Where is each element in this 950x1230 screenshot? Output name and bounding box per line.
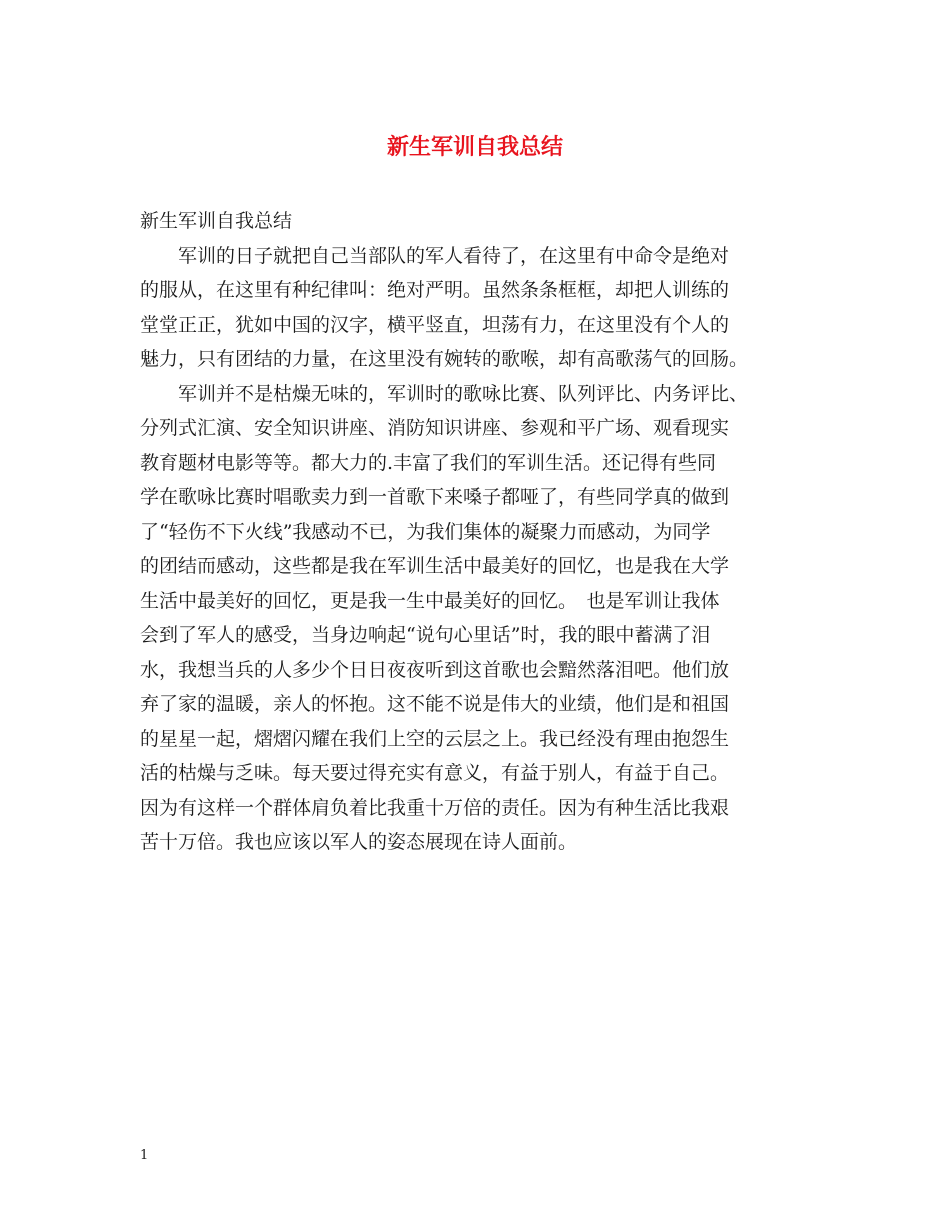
body-line: 会到了军人的感受，当身边响起“说句心里话”时，我的眼中蓄满了泪	[140, 624, 711, 646]
body-line: 的服从，在这里有种纪律叫：绝对严明。虽然条条框框，却把人训练的	[140, 279, 730, 301]
body-line: 生活中最美好的回忆，更是我一生中最美好的回忆。 也是军训让我体	[140, 589, 720, 612]
page-number: 1	[140, 1148, 149, 1163]
body-line: 了“轻伤不下火线”我感动不已，为我们集体的凝聚力而感动，为同学	[140, 520, 711, 543]
body-line: 教育题材电影等等。都大力的.丰富了我们的军训生活。还记得有些同	[140, 451, 717, 474]
body-line: 堂堂正正，犹如中国的汉字，横平竖直，坦荡有力，在这里没有个人的	[140, 313, 730, 336]
body-line: 的星星一起，熠熠闪耀在我们上空的云层之上。我已经没有理由抱怨生	[140, 727, 730, 750]
body-line: 水，我想当兵的人多少个日日夜夜听到这首歌也会黯然落泪吧。他们放	[140, 658, 730, 681]
body-line: 苦十万倍。我也应该以军人的姿态展现在诗人面前。	[140, 831, 578, 853]
body-line: 军训并不是枯燥无味的，军训时的歌咏比赛、队列评比、内务评比、	[140, 382, 749, 405]
body-line: 弃了家的温暖，亲人的怀抱。这不能不说是伟大的业绩，他们是和祖国	[140, 693, 730, 715]
body-line: 魅力，只有团结的力量，在这里没有婉转的歌喉，却有高歌荡气的回肠。	[140, 348, 749, 370]
body-line: 的团结而感动，这些都是我在军训生活中最美好的回忆，也是我在大学	[140, 555, 730, 577]
body-line: 因为有这样一个群体肩负着比我重十万倍的责任。因为有种生活比我艰	[140, 796, 730, 819]
body-line: 新生军训自我总结	[140, 210, 293, 232]
body-line: 学在歌咏比赛时唱歌卖力到一首歌下来嗓子都哑了，有些同学真的做到	[140, 486, 730, 508]
body-line: 军训的日子就把自己当部队的军人看待了，在这里有中命令是绝对	[140, 244, 730, 267]
document-title: 新生军训自我总结	[386, 135, 563, 160]
document-body	[140, 204, 830, 860]
body-line: 分列式汇演、安全知识讲座、消防知识讲座、参观和平广场、观看现实	[140, 417, 730, 439]
body-line: 活的枯燥与乏味。每天要过得充实有意义，有益于别人，有益于自己。	[140, 762, 730, 784]
